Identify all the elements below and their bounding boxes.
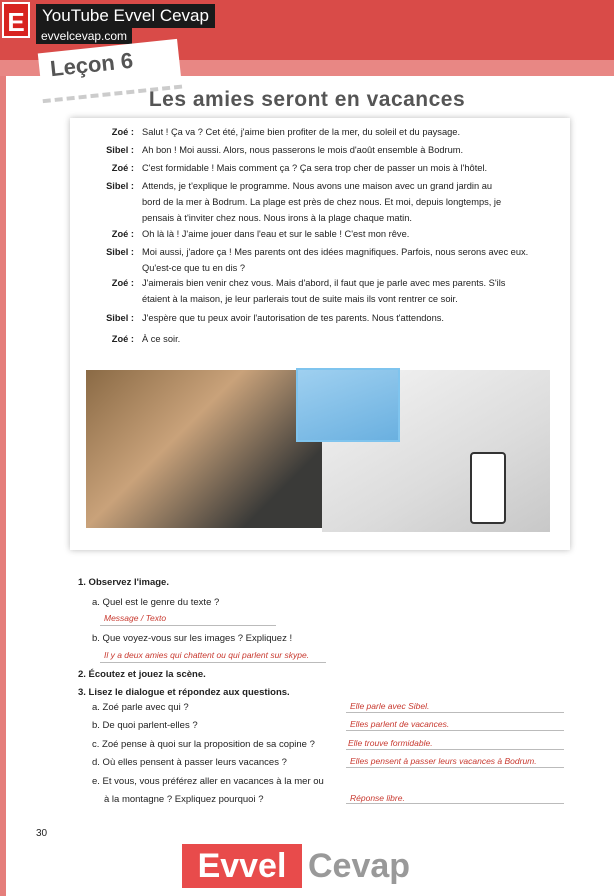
answer-line — [346, 712, 564, 713]
answer-3d: Elles pensent à passer leurs vacances à Bodrum. — [350, 756, 537, 766]
answer-line — [100, 662, 326, 663]
answer-line — [346, 803, 564, 804]
video-call-window — [296, 368, 400, 442]
exercise-3-heading: 3. Lisez le dialogue et répondez aux questions. — [78, 687, 290, 698]
exercise-1-heading: 1. Observez l'image. — [78, 577, 169, 588]
youtube-label: YouTube Evvel Cevap — [36, 4, 215, 28]
footer-logo-red: Evvel — [182, 844, 302, 888]
answer-3b: Elles parlent de vacances. — [350, 719, 450, 729]
question-3b: b. De quoi parlent-elles ? — [92, 720, 198, 731]
phone-screen — [470, 452, 506, 524]
answer-3e: Réponse libre. — [350, 793, 405, 803]
answer-3a: Elle parle avec Sibel. — [350, 701, 430, 711]
answer-line — [346, 730, 564, 731]
brand-logo: E — [2, 2, 30, 38]
exercise-2-heading: 2. Écoutez et jouez la scène. — [78, 669, 206, 680]
answer-1a: Message / Texto — [104, 613, 167, 623]
answer-line — [100, 625, 276, 626]
page-title: Les amies seront en vacances — [148, 88, 466, 111]
question-1a: a. Quel est le genre du texte ? — [92, 597, 220, 608]
site-label: evvelcevap.com — [36, 28, 132, 44]
lesson-title: Leçon 6 — [48, 47, 135, 82]
question-3d: d. Où elles pensent à passer leurs vacances ? — [92, 757, 287, 768]
answer-line — [346, 767, 564, 768]
left-strip — [0, 76, 6, 896]
photo-girl-laptop — [86, 370, 322, 528]
footer-logo-gray: Cevap — [308, 847, 411, 885]
question-3e-cont: à la montagne ? Expliquez pourquoi ? — [104, 794, 264, 805]
question-3e: e. Et vous, vous préférez aller en vacances à la mer ou — [92, 776, 324, 787]
question-3c: c. Zoé pense à quoi sur la proposition de sa copine ? — [92, 739, 315, 750]
question-1b: b. Que voyez-vous sur les images ? Expliquez ! — [92, 633, 293, 644]
question-3a: a. Zoé parle avec qui ? — [92, 702, 189, 713]
page-number: 30 — [36, 828, 48, 839]
answer-line — [346, 749, 564, 750]
answer-3c: Elle trouve formidable. — [348, 738, 433, 748]
answer-1b: Il y a deux amies qui chattent ou qui parlent sur skype. — [104, 650, 310, 660]
